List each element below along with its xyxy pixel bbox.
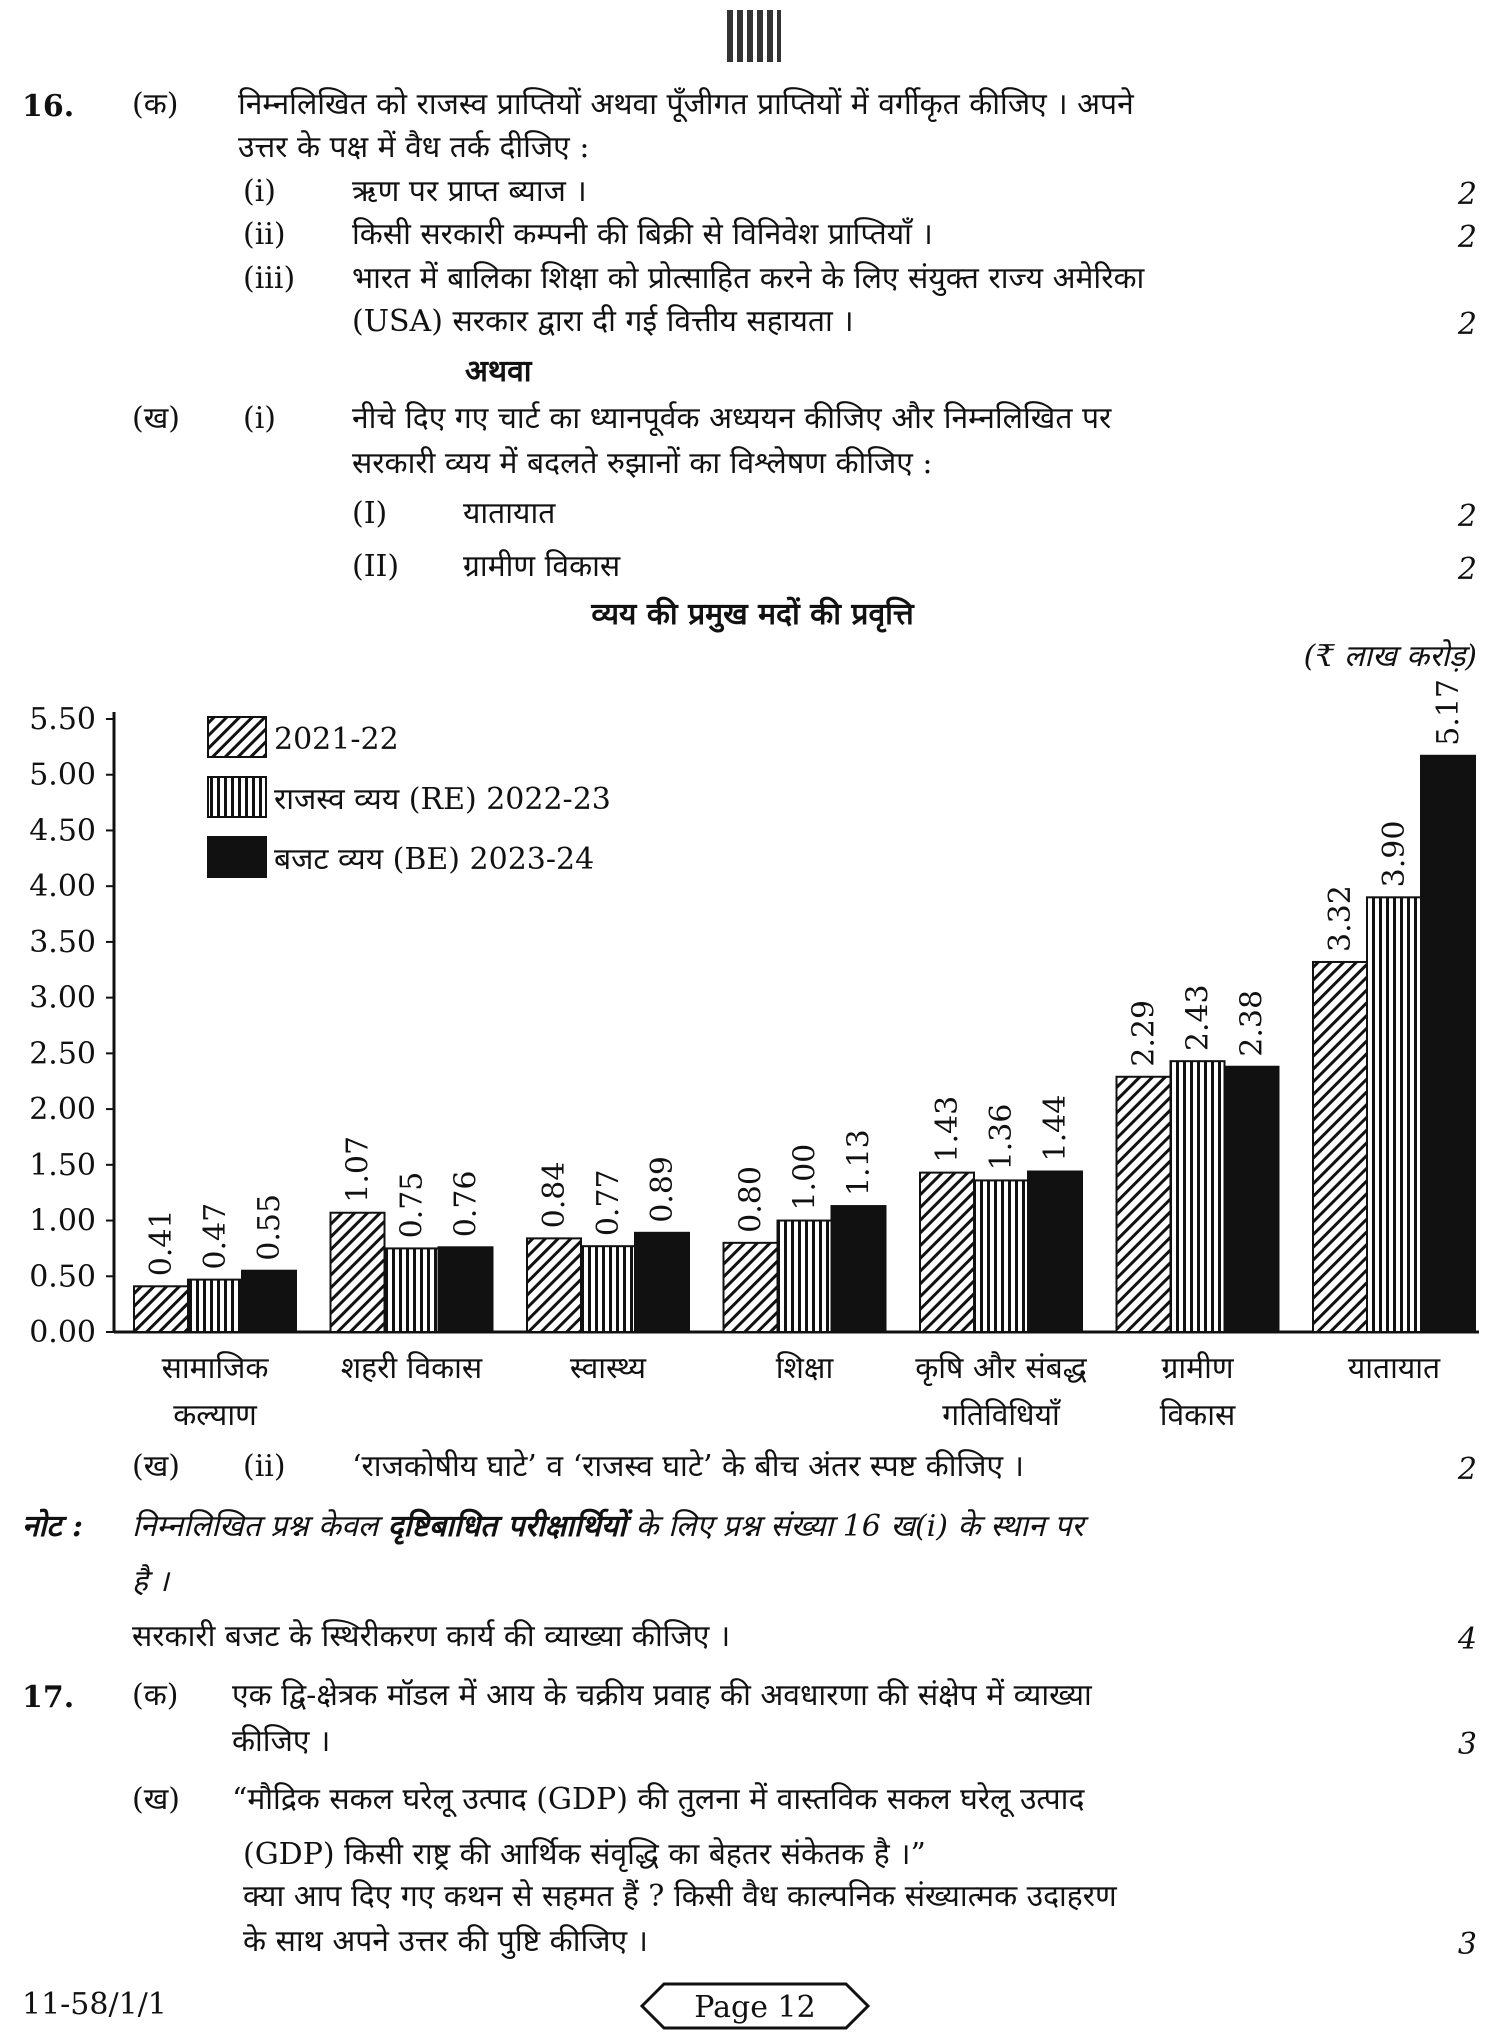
q17-ka-line2: कीजिए । bbox=[232, 1724, 331, 1759]
bar-value-label: 1.36 bbox=[984, 1103, 1019, 1171]
q17-ka-label: (क) bbox=[132, 1678, 179, 1713]
q17-kha-label: (ख) bbox=[132, 1782, 180, 1817]
y-tick-label: 3.00 bbox=[29, 980, 96, 1016]
bar-value-label: 0.84 bbox=[537, 1161, 572, 1229]
x-category-label: कृषि और संबद्ध bbox=[915, 1351, 1087, 1386]
item-iii-text: भारत में बालिका शिक्षा को प्रोत्साहित करने के लिए संयुक्त राज्य अमेरिका bbox=[352, 261, 1145, 296]
bar-value-label: 1.07 bbox=[340, 1135, 376, 1203]
q17-kha-line2: (GDP) किसी राष्ट्र की आर्थिक संवृद्धि का बेहतर संकेतक है ।” bbox=[243, 1837, 926, 1872]
page-number-badge bbox=[640, 1982, 870, 2028]
q17-number: 17. bbox=[22, 1680, 75, 1715]
note-line1-b: दृष्टिबाधित परीक्षार्थियों bbox=[387, 1509, 627, 1544]
bar bbox=[1171, 1061, 1225, 1332]
page-number: Page 12 bbox=[694, 1990, 816, 2025]
note-question: सरकारी बजट के स्थिरीकरण कार्य की व्याख्या कीजिए । bbox=[132, 1619, 731, 1654]
note-line1 bbox=[132, 1509, 1084, 1544]
q16-kha-ii-text: ‘राजकोषीय घाटे’ व ‘राजस्व घाटे’ के बीच अंतर स्पष्ट कीजिए । bbox=[352, 1449, 1025, 1484]
y-tick-label: 3.50 bbox=[29, 924, 96, 960]
bar bbox=[1117, 1077, 1171, 1332]
q16-ka-line2: उत्तर के पक्ष में वैध तर्क दीजिए : bbox=[238, 130, 590, 165]
sub-I-text: यातायात bbox=[463, 496, 556, 531]
y-tick-label: 0.50 bbox=[29, 1259, 96, 1295]
bar-value-label: 0.41 bbox=[144, 1209, 179, 1277]
bar-value-label: 0.55 bbox=[252, 1193, 287, 1261]
bar bbox=[331, 1213, 385, 1332]
x-category-label: गतिविधियाँ bbox=[942, 1398, 1060, 1433]
bar-value-label: 1.43 bbox=[930, 1095, 965, 1163]
q16-kha-i-label: (i) bbox=[243, 401, 277, 436]
bar-value-label: 2.38 bbox=[1234, 989, 1270, 1057]
legend-label: बजट व्यय (BE) 2023-24 bbox=[274, 842, 595, 877]
bar bbox=[1028, 1172, 1082, 1332]
x-category-label: सामाजिक bbox=[161, 1351, 269, 1386]
note-line1-a: निम्नलिखित प्रश्न केवल bbox=[132, 1509, 388, 1544]
bar-value-label: 0.75 bbox=[394, 1171, 430, 1239]
sub-I-marks: 2 bbox=[1457, 499, 1477, 534]
legend-label: राजस्व व्यय (RE) 2022-23 bbox=[274, 782, 611, 817]
y-tick-label: 4.50 bbox=[29, 813, 96, 849]
bar-value-label: 5.17 bbox=[1431, 678, 1466, 746]
bar bbox=[635, 1233, 689, 1332]
bar bbox=[581, 1246, 635, 1332]
item-i-text: ऋण पर प्राप्त ब्याज । bbox=[352, 174, 587, 209]
x-category-label: शहरी विकास bbox=[340, 1351, 483, 1386]
bar bbox=[1421, 756, 1475, 1332]
sub-I-label: (I) bbox=[352, 496, 388, 531]
legend-swatch bbox=[208, 777, 266, 817]
bar bbox=[920, 1173, 974, 1332]
bar-value-label: 0.80 bbox=[733, 1166, 769, 1233]
y-tick-label: 2.50 bbox=[29, 1036, 96, 1072]
bar bbox=[832, 1206, 886, 1332]
item-ii-label: (ii) bbox=[243, 217, 286, 252]
bar bbox=[1367, 897, 1421, 1332]
legend-swatch bbox=[208, 837, 266, 877]
bar-value-label: 1.44 bbox=[1038, 1094, 1073, 1162]
bar bbox=[1225, 1067, 1279, 1332]
y-tick-label: 5.00 bbox=[29, 757, 96, 793]
note-line2: है । bbox=[132, 1564, 169, 1599]
note-line1-c: के लिए प्रश्न संख्या 16 ख(i) के स्थान पर bbox=[626, 1509, 1084, 1544]
bar-value-label: 1.13 bbox=[841, 1129, 877, 1197]
q16-kha-ii-num: (ii) bbox=[243, 1449, 286, 1484]
bar bbox=[1313, 962, 1367, 1332]
bar-value-label: 1.00 bbox=[787, 1143, 823, 1211]
q16-ka-line1: निम्नलिखित को राजस्व प्राप्तियों अथवा पूँजीगत प्राप्तियों में वर्गीकृत कीजिए । अपने bbox=[238, 87, 1134, 122]
paper-code: 11-58/1/1 bbox=[22, 1987, 167, 2022]
y-tick-label: 5.50 bbox=[29, 702, 96, 737]
y-tick-label: 2.00 bbox=[29, 1092, 96, 1128]
q17-kha-line1: “मौद्रिक सकल घरेलू उत्पाद (GDP) की तुलना में वास्तविक सकल घरेलू उत्पाद bbox=[232, 1782, 1085, 1817]
x-category-label: स्वास्थ्य bbox=[569, 1351, 647, 1386]
bar bbox=[724, 1243, 778, 1332]
x-category-label: कल्याण bbox=[173, 1398, 257, 1433]
bar bbox=[778, 1221, 832, 1332]
x-category-label: विकास bbox=[1159, 1398, 1236, 1433]
x-category-label: शिक्षा bbox=[775, 1351, 834, 1386]
bar bbox=[385, 1248, 439, 1332]
q16-ka-label: (क) bbox=[132, 87, 179, 122]
bar-value-label: 2.43 bbox=[1180, 984, 1216, 1052]
chart-title: व्यय की प्रमुख मदों की प्रवृत्ति bbox=[591, 597, 914, 632]
y-tick-label: 4.00 bbox=[29, 869, 96, 905]
q16-kha-ii-marks: 2 bbox=[1457, 1452, 1477, 1487]
q16-kha-ii-label: (ख) bbox=[132, 1449, 180, 1484]
y-tick-label: 1.00 bbox=[29, 1203, 96, 1239]
sub-II-marks: 2 bbox=[1457, 552, 1477, 587]
item-ii-marks: 2 bbox=[1457, 220, 1477, 255]
or-divider: अथवा bbox=[465, 354, 532, 389]
bar bbox=[527, 1238, 581, 1332]
q17-kha-marks: 3 bbox=[1457, 1927, 1477, 1962]
legend-label: 2021-22 bbox=[274, 722, 399, 757]
q17-kha-line4: के साथ अपने उत्तर की पुष्टि कीजिए । bbox=[243, 1924, 649, 1959]
item-i-label: (i) bbox=[243, 174, 277, 209]
sub-II-text: ग्रामीण विकास bbox=[463, 549, 621, 584]
item-ii-text: किसी सरकारी कम्पनी की बिक्री से विनिवेश प्राप्तियाँ । bbox=[352, 217, 933, 252]
bar bbox=[974, 1180, 1028, 1332]
bar-value-label: 0.77 bbox=[591, 1169, 626, 1237]
bar-value-label: 0.89 bbox=[645, 1156, 680, 1223]
sub-II-label: (II) bbox=[352, 549, 400, 584]
q16-kha-i-line1: नीचे दिए गए चार्ट का ध्यानपूर्वक अध्ययन कीजिए और निम्नलिखित पर bbox=[352, 401, 1112, 436]
bar-value-label: 3.90 bbox=[1377, 820, 1412, 888]
q16-kha-i-line2: सरकारी व्यय में बदलते रुझानों का विश्लेषण कीजिए : bbox=[352, 446, 933, 481]
q17-ka-line1: एक द्वि-क्षेत्रक मॉडल में आय के चक्रीय प्रवाह की अवधारणा की संक्षेप में व्याख्या bbox=[232, 1678, 1092, 1713]
q17-kha-line3: क्या आप दिए गए कथन से सहमत हैं ? किसी वैध काल्पनिक संख्यात्मक उदाहरण bbox=[243, 1879, 1117, 1914]
bar-value-label: 0.76 bbox=[448, 1170, 484, 1238]
x-category-label: ग्रामीण bbox=[1161, 1351, 1234, 1386]
bar bbox=[188, 1280, 242, 1332]
chart-unit: (₹ लाख करोड़) bbox=[1303, 639, 1477, 674]
y-tick-label: 1.50 bbox=[29, 1147, 96, 1183]
bar-value-label: 3.32 bbox=[1323, 885, 1358, 952]
y-tick-label: 0.00 bbox=[29, 1315, 96, 1350]
bar-value-label: 0.47 bbox=[198, 1202, 233, 1270]
item-iii-marks: 2 bbox=[1457, 307, 1477, 342]
bar-value-label: 2.29 bbox=[1126, 999, 1162, 1067]
q16-kha-label: (ख) bbox=[132, 401, 180, 436]
bar bbox=[439, 1247, 493, 1332]
item-iii-label: (iii) bbox=[243, 261, 296, 296]
item-i-marks: 2 bbox=[1457, 177, 1477, 212]
item-iii-text2: (USA) सरकार द्वारा दी गई वित्तीय सहायता । bbox=[352, 304, 854, 339]
q17-ka-marks: 3 bbox=[1457, 1727, 1477, 1762]
note-label: नोट : bbox=[22, 1509, 84, 1544]
note-marks: 4 bbox=[1457, 1622, 1477, 1657]
q16-number: 16. bbox=[22, 89, 75, 124]
bar bbox=[134, 1286, 188, 1332]
x-category-label: यातायात bbox=[1347, 1351, 1441, 1386]
bar bbox=[242, 1271, 296, 1332]
legend-swatch bbox=[208, 717, 266, 757]
